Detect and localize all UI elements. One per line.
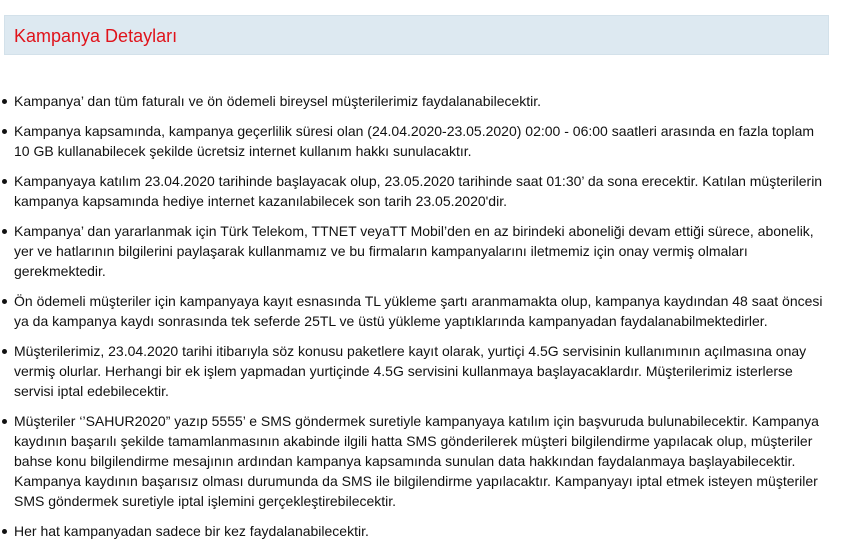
list-item <box>0 341 830 401</box>
bullet-icon <box>2 529 7 534</box>
bullet-icon <box>2 229 7 234</box>
list-item-text: Kampanyaya katılım 23.04.2020 tarihinde başlayacak olup, 23.05.2020 tarihinde saat 01:30’ da sona erecektir. Katılan müşterilerin kampanya kapsamında hediye internet kazanılabilecek son tarih 23.05.2020'dir. <box>14 173 823 209</box>
list-item-text: Müşteriler ‘’SAHUR2020” yazıp 5555’ e SMS göndermek suretiyle kampanyaya katılım için başvuruda bulunabilecektir. Kampanya kaydının başarılı şekilde tamamlanmasının akabinde ilgili hatta SMS gönderilerek müşteri bilgilendirme yapılacak olup, müşteriler bahse konu bilgilendirme mesajının ardından kampanya kapsamında sunulan data hakkından faydalanmaya başlayabilecektir. Kampanya kaydının başarısız olması durumunda da SMS ile bilgilendirme yapılacaktır. Kampanyayı iptal etmek isteyen müşteriler SMS göndermek suretiyle iptal işlemini gerçekleştirebilecektir. <box>14 413 819 509</box>
list-item <box>0 291 830 331</box>
list-item <box>0 171 830 211</box>
bullet-icon <box>2 349 7 354</box>
bullet-icon <box>2 299 7 304</box>
list-item-text: Her hat kampanyadan sadece bir kez faydalanabilecektir. <box>14 523 369 539</box>
list-item <box>0 521 830 541</box>
bullet-icon <box>2 99 7 104</box>
list-item-text: Kampanya’ dan tüm faturalı ve ön ödemeli bireysel müşterilerimiz faydalanabilecektir. <box>14 93 542 109</box>
list-item-text: Kampanya’ dan yararlanmak için Türk Telekom, TTNET veyaTT Mobil’den en az birindeki aboneliği devam ettiği sürece, abonelik, yer ve hatlarının bilgilerini paylaşarak kullanmamız ve bu firmaların kampanyalarını iletmemiz için onay vermiş olmaları gerekmektedir. <box>14 223 814 279</box>
list-item <box>0 91 830 111</box>
section-header-banner <box>4 15 829 55</box>
list-item <box>0 411 830 511</box>
list-item <box>0 221 830 281</box>
list-item-text: Müşterilerimiz, 23.04.2020 tarihi itibarıyla söz konusu paketlere kayıt olarak, yurtiçi 4.5G servisinin kullanımının açılmasına onay vermiş olurlar. Herhangi bir ek işlem yapmadan yurtiçinde 4.5G servisini kullanmaya başlayacaklardır. Müşterilerimiz isterlerse servisi iptal edebilecektir. <box>14 343 807 399</box>
list-item-text: Kampanya kapsamında, kampanya geçerlilik süresi olan (24.04.2020-23.05.2020) 02:00 - 06:00 saatleri arasında en fazla toplam 10 GB kullanabilecek şekilde ücretsiz internet kullanım hakkı sunulacaktır. <box>14 123 815 159</box>
bullet-icon <box>2 179 7 184</box>
bullet-icon <box>2 129 7 134</box>
campaign-details-list <box>0 91 830 551</box>
list-item <box>0 121 830 161</box>
bullet-icon <box>2 419 7 424</box>
section-title: Kampanya Detayları <box>14 26 178 46</box>
list-item-text: Ön ödemeli müşteriler için kampanyaya kayıt esnasında TL yükleme şartı aranmamakta olup, kampanya kaydından 48 saat öncesi ya da kampanya kaydı sonrasında tek seferde 25TL ve üstü yükleme yaptıklarında kampanyadan faydalanabilmektedirler. <box>14 293 823 329</box>
